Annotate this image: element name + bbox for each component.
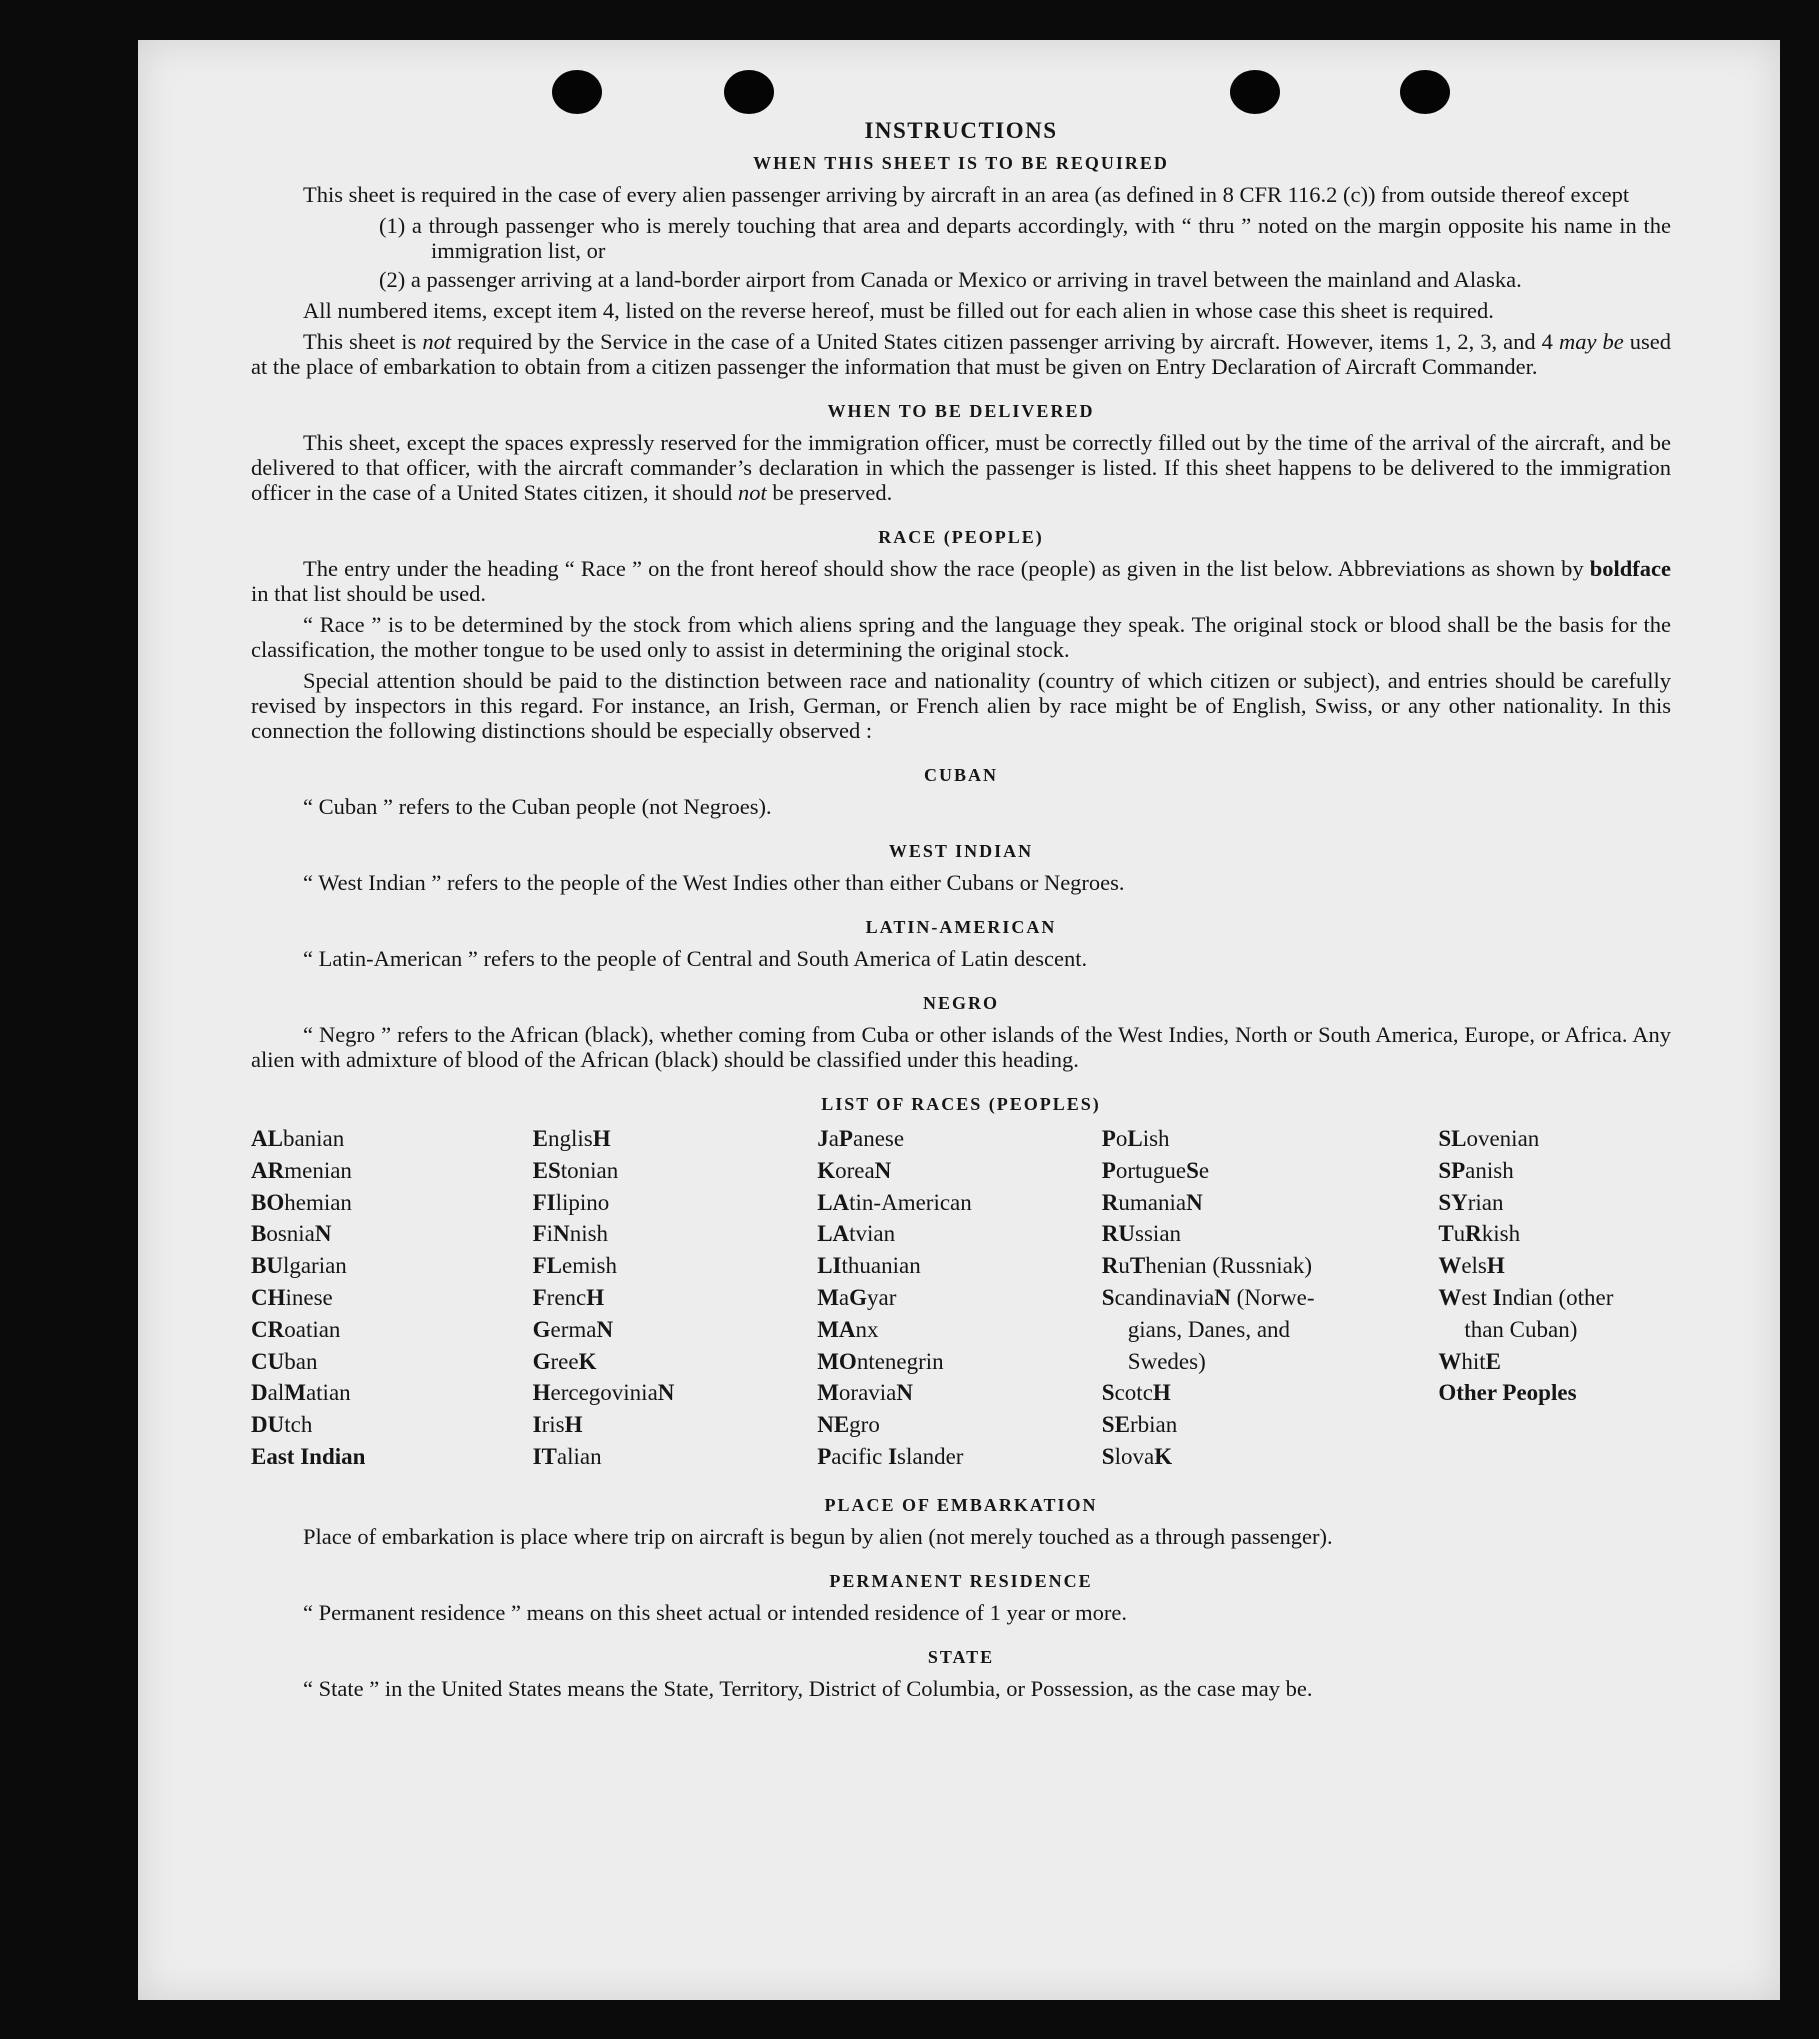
race-entry: LAtin-American <box>817 1189 972 1215</box>
section-heading: NEGRO <box>922 993 999 1013</box>
punch-hole <box>552 70 602 114</box>
section-heading: STATE <box>927 1646 995 1667</box>
paragraph: This sheet is required in the case of every alien passenger arriving by aircraft in an area (as defined in 8 CFR 116.2 (c)) from outside thereof except <box>303 182 1630 207</box>
paragraph: “ Permanent residence ” means on this sheet actual or intended residence of 1 year or more. <box>303 1599 1128 1625</box>
punch-hole <box>1400 70 1450 114</box>
race-entry: SYrian <box>1438 1189 1504 1215</box>
section-heading: WHEN THIS SHEET IS TO BE REQUIRED <box>753 153 1169 173</box>
section-heading: RACE (PEOPLE) <box>878 527 1044 547</box>
race-entry: than Cuban) <box>1464 1316 1578 1342</box>
race-entry: FrencH <box>532 1284 605 1310</box>
punch-hole <box>724 70 774 114</box>
race-entry: ScandinaviaN (Norwe- <box>1101 1284 1315 1310</box>
race-entry: BUlgarian <box>251 1253 347 1279</box>
race-entry: EStonian <box>532 1157 619 1183</box>
section-heading: LATIN-AMERICAN <box>865 917 1057 937</box>
race-entry: SlovaK <box>1101 1443 1173 1469</box>
paragraph: This sheet is not required by the Service in the case of a United States citizen passenger arriving by aircraft. However, items 1, 2, 3, and 4 may be used at the place of embarkation to obtain from a citizen passenger the information that must be given on Entry Declaration of Aircraft Commander. <box>251 329 1671 379</box>
race-entry: GermaN <box>532 1316 614 1342</box>
race-entry: CRoatian <box>251 1316 341 1342</box>
race-entry: CUban <box>251 1348 318 1374</box>
section-heading: WEST INDIAN <box>888 841 1034 861</box>
races-column <box>533 1123 818 1473</box>
race-entry: ALbanian <box>251 1126 345 1151</box>
race-entry: RumaniaN <box>1101 1189 1203 1215</box>
races-column <box>1102 1123 1439 1473</box>
race-entry: FLemish <box>532 1253 617 1279</box>
race-entry: DUtch <box>251 1412 313 1438</box>
race-entry: TuRkish <box>1438 1221 1521 1247</box>
race-entry: WelsH <box>1438 1253 1505 1279</box>
race-entry: DalMatian <box>251 1380 351 1406</box>
race-entry: PoLish <box>1101 1126 1170 1151</box>
race-entry: EnglisH <box>532 1126 611 1151</box>
list-item: (1) a through passenger who is merely touching that area and departs accordingly, with “ thru ” noted on the margin opposite his name in the immigration list, or <box>379 213 1671 263</box>
race-entry: LAtvian <box>817 1221 896 1247</box>
instructions-content <box>251 118 1671 1707</box>
paragraph: The entry under the heading “ Race ” on the front hereof should show the race (people) as given in the list below. Abbreviations as shown by boldface in that list should be used. <box>251 556 1671 606</box>
race-entry: PortugueSe <box>1101 1157 1210 1183</box>
race-entry: HercegoviniaN <box>532 1380 675 1406</box>
paragraph: “ Latin-American ” refers to the people of Central and South America of Latin descent. <box>303 946 1088 971</box>
race-entry: Pacific Islander <box>817 1443 964 1469</box>
race-entry: ScotcH <box>1101 1380 1171 1406</box>
race-entry: MOntenegrin <box>817 1348 944 1374</box>
race-entry: IrisH <box>532 1412 583 1438</box>
paragraph: Place of embarkation is place where trip on aircraft is begun by alien (not merely touched as a through passenger). <box>303 1523 1333 1549</box>
race-entry: GreeK <box>532 1348 597 1374</box>
race-entry: MaGyar <box>817 1284 897 1310</box>
race-entry: FIlipino <box>532 1189 610 1215</box>
race-entry: WhitE <box>1438 1348 1501 1374</box>
race-entry: SPanish <box>1438 1157 1514 1183</box>
race-entry: FiNnish <box>532 1221 609 1247</box>
race-entry: KoreaN <box>817 1157 892 1183</box>
punch-hole <box>1230 70 1280 114</box>
paragraph: Special attention should be paid to the distinction between race and nationality (country of which citizen or subject), and entries should be carefully revised by inspectors in this regard. For instance, an Irish, German, or French alien by race might be of English, Swiss, or any other nationality. In this connection the following distinctions should be especially observed : <box>251 668 1671 743</box>
races-column <box>817 1123 1102 1473</box>
list-item: (2) a passenger arriving at a land-border airport from Canada or Mexico or arriving in travel between the mainland and Alaska. <box>379 267 1522 292</box>
race-entry: NEgro <box>817 1412 880 1438</box>
race-entry: SLovenian <box>1438 1126 1540 1151</box>
section-heading: LIST OF RACES (PEOPLES) <box>821 1094 1101 1114</box>
paragraph: “ West Indian ” refers to the people of the West Indies other than either Cubans or Negroes. <box>303 870 1125 895</box>
race-entry: Other Peoples <box>1438 1380 1577 1406</box>
exception-list <box>251 213 1671 292</box>
section-heading: PLACE OF EMBARKATION <box>824 1494 1098 1515</box>
races-list <box>251 1123 1671 1473</box>
races-column <box>1438 1123 1671 1473</box>
race-entry: CHinese <box>251 1284 333 1310</box>
race-entry: gians, Danes, and <box>1127 1316 1291 1342</box>
races-column <box>251 1123 533 1473</box>
section-heading: WHEN TO BE DELIVERED <box>827 401 1095 421</box>
race-entry: JaPanese <box>817 1126 905 1151</box>
race-entry: RUssian <box>1101 1221 1182 1247</box>
race-entry: BOhemian <box>251 1189 352 1215</box>
race-entry: East Indian <box>251 1443 366 1469</box>
section-heading: PERMANENT RESIDENCE <box>829 1570 1093 1591</box>
paragraph: “ Race ” is to be determined by the stock from which aliens spring and the language they speak. The original stock or blood shall be the basis for the classification, the mother tongue to be used only to assist in determining the original stock. <box>251 612 1671 662</box>
race-entry: SErbian <box>1101 1412 1178 1438</box>
race-entry: MoraviaN <box>817 1380 914 1406</box>
paragraph: This sheet, except the spaces expressly reserved for the immigration officer, must be correctly filled out by the time of the arrival of the aircraft, and be delivered to that officer, with the aircraft commander’s declaration in which the passenger is listed. If this sheet happens to be delivered to the immigration officer in the case of a United States citizen, it should not be preserved. <box>251 430 1671 505</box>
race-entry: MAnx <box>817 1316 879 1342</box>
race-entry: ITalian <box>532 1443 602 1469</box>
section-heading: CUBAN <box>923 765 998 785</box>
race-entry: West Indian (other <box>1438 1284 1614 1310</box>
race-entry: BosniaN <box>251 1221 332 1247</box>
document-sheet <box>138 40 1780 2000</box>
paragraph: “ State ” in the United States means the State, Territory, District of Columbia, or Possession, as the case may be. <box>303 1675 1313 1701</box>
race-entry: Swedes) <box>1127 1348 1206 1374</box>
race-entry: ARmenian <box>251 1157 352 1183</box>
race-entry: RuThenian (Russniak) <box>1101 1253 1312 1279</box>
race-entry: LIthuanian <box>817 1253 921 1279</box>
paragraph: “ Cuban ” refers to the Cuban people (not Negroes). <box>303 794 772 819</box>
paragraph: “ Negro ” refers to the African (black), whether coming from Cuba or other islands of the West Indies, North or South America, Europe, or Africa. Any alien with admixture of blood of the African (black) should be classified under this heading. <box>251 1022 1671 1072</box>
document-title: INSTRUCTIONS <box>864 118 1058 143</box>
paragraph: All numbered items, except item 4, listed on the reverse hereof, must be filled out for each alien in whose case this sheet is required. <box>303 298 1494 323</box>
